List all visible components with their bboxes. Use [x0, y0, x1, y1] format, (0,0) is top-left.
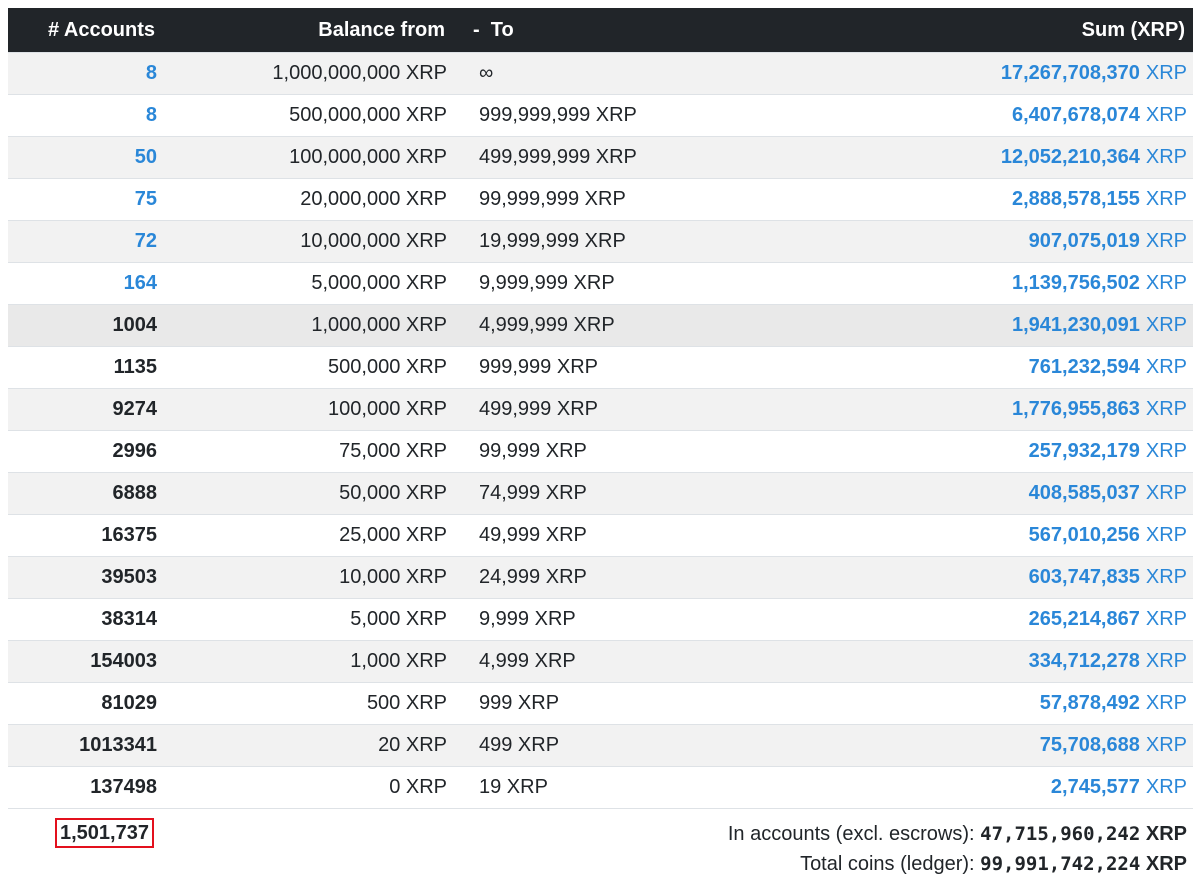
sum-amount-link[interactable]: 761,232,594 [1028, 356, 1140, 378]
table-row [8, 263, 1193, 305]
cell-accounts: 16375 [8, 515, 163, 557]
table-row [8, 767, 1193, 809]
cell-sum[interactable] [773, 389, 1193, 431]
cell-accounts: 39503 [8, 557, 163, 599]
cell-accounts[interactable]: 50 [8, 137, 163, 179]
cell-balance-from: 20 XRP [163, 725, 453, 767]
sum-unit[interactable]: XRP [1145, 482, 1187, 504]
cell-balance-to: 99,999,999 XRP [453, 179, 773, 221]
table-body [8, 53, 1193, 809]
sum-unit[interactable]: XRP [1145, 692, 1187, 714]
cell-sum[interactable] [773, 137, 1193, 179]
table-row [8, 389, 1193, 431]
in-accounts-value: 47,715,960,242 [980, 823, 1141, 845]
table-row [8, 305, 1193, 347]
cell-balance-to: 999,999 XRP [453, 347, 773, 389]
cell-balance-to: 49,999 XRP [453, 515, 773, 557]
cell-balance-from: 5,000 XRP [163, 599, 453, 641]
balance-distribution-table [8, 8, 1193, 808]
cell-balance-to: 999,999,999 XRP [453, 95, 773, 137]
cell-balance-to: 499,999,999 XRP [453, 137, 773, 179]
supply-summary [728, 819, 1187, 879]
table-footer [8, 808, 1193, 881]
cell-accounts: 1013341 [8, 725, 163, 767]
header-to [453, 8, 773, 53]
cell-sum[interactable] [773, 179, 1193, 221]
total-coins-label: Total coins (ledger): [800, 853, 975, 875]
sum-amount-link[interactable]: 12,052,210,364 [1000, 146, 1140, 168]
in-accounts-unit: XRP [1145, 823, 1187, 845]
sum-unit[interactable]: XRP [1145, 104, 1187, 126]
cell-balance-from: 75,000 XRP [163, 431, 453, 473]
table-row [8, 137, 1193, 179]
sum-unit[interactable]: XRP [1145, 398, 1187, 420]
sum-amount-link[interactable]: 17,267,708,370 [1000, 62, 1140, 84]
xrp-richlist-distribution [8, 8, 1193, 881]
cell-balance-to: 499,999 XRP [453, 389, 773, 431]
sum-unit[interactable]: XRP [1145, 566, 1187, 588]
cell-accounts: 2996 [8, 431, 163, 473]
cell-balance-to: 24,999 XRP [453, 557, 773, 599]
table-row [8, 683, 1193, 725]
sum-unit[interactable]: XRP [1145, 440, 1187, 462]
cell-sum[interactable] [773, 641, 1193, 683]
cell-accounts: 38314 [8, 599, 163, 641]
cell-balance-from: 50,000 XRP [163, 473, 453, 515]
table-row [8, 641, 1193, 683]
sum-amount-link[interactable]: 57,878,492 [1039, 692, 1140, 714]
sum-amount-link[interactable]: 265,214,867 [1028, 608, 1140, 630]
cell-sum[interactable] [773, 305, 1193, 347]
header-dash: - [473, 18, 480, 41]
table-row [8, 95, 1193, 137]
cell-balance-from: 100,000 XRP [163, 389, 453, 431]
cell-sum[interactable] [773, 53, 1193, 95]
sum-unit[interactable]: XRP [1145, 146, 1187, 168]
table-header [8, 8, 1193, 53]
sum-unit[interactable]: XRP [1145, 62, 1187, 84]
cell-balance-to: 4,999 XRP [453, 641, 773, 683]
cell-sum[interactable] [773, 95, 1193, 137]
header-sum: Sum (XRP) [773, 8, 1193, 53]
table-row [8, 431, 1193, 473]
cell-sum[interactable] [773, 767, 1193, 809]
sum-amount-link[interactable]: 603,747,835 [1028, 566, 1140, 588]
cell-balance-from: 500,000 XRP [163, 347, 453, 389]
cell-sum[interactable] [773, 599, 1193, 641]
cell-balance-from: 1,000 XRP [163, 641, 453, 683]
table-row [8, 557, 1193, 599]
table-row [8, 473, 1193, 515]
cell-sum[interactable] [773, 431, 1193, 473]
sum-unit[interactable]: XRP [1145, 230, 1187, 252]
total-coins-value: 99,991,742,224 [980, 853, 1141, 875]
header-accounts: # Accounts [8, 8, 163, 53]
sum-amount-link[interactable]: 6,407,678,074 [1011, 104, 1140, 126]
table-row [8, 515, 1193, 557]
table-row [8, 221, 1193, 263]
cell-accounts: 154003 [8, 641, 163, 683]
cell-sum[interactable] [773, 683, 1193, 725]
cell-accounts: 6888 [8, 473, 163, 515]
cell-balance-to: 99,999 XRP [453, 431, 773, 473]
cell-accounts[interactable]: 72 [8, 221, 163, 263]
sum-unit[interactable]: XRP [1145, 188, 1187, 210]
cell-accounts[interactable]: 8 [8, 95, 163, 137]
cell-balance-to: 19,999,999 XRP [453, 221, 773, 263]
sum-unit[interactable]: XRP [1145, 524, 1187, 546]
header-balance-from-label: Balance from [318, 18, 445, 41]
cell-balance-to: 999 XRP [453, 683, 773, 725]
cell-balance-to: 499 XRP [453, 725, 773, 767]
sum-unit[interactable]: XRP [1145, 356, 1187, 378]
sum-unit[interactable]: XRP [1145, 650, 1187, 672]
cell-balance-from: 0 XRP [163, 767, 453, 809]
sum-amount-link[interactable]: 75,708,688 [1039, 734, 1140, 756]
cell-sum[interactable] [773, 473, 1193, 515]
total-coins-line [728, 849, 1187, 879]
cell-balance-to: 4,999,999 XRP [453, 305, 773, 347]
sum-amount-link[interactable]: 567,010,256 [1028, 524, 1140, 546]
cell-balance-from: 10,000 XRP [163, 557, 453, 599]
cell-sum[interactable] [773, 725, 1193, 767]
cell-sum[interactable] [773, 557, 1193, 599]
cell-balance-to: 9,999,999 XRP [453, 263, 773, 305]
sum-amount-link[interactable]: 2,745,577 [1050, 776, 1140, 798]
cell-sum[interactable] [773, 515, 1193, 557]
sum-amount-link[interactable]: 1,941,230,091 [1011, 314, 1140, 336]
cell-balance-from: 25,000 XRP [163, 515, 453, 557]
cell-accounts: 1135 [8, 347, 163, 389]
sum-amount-link[interactable]: 257,932,179 [1028, 440, 1140, 462]
cell-accounts[interactable]: 8 [8, 53, 163, 95]
table-row [8, 347, 1193, 389]
sum-unit[interactable]: XRP [1145, 776, 1187, 798]
in-accounts-label: In accounts (excl. escrows): [727, 823, 975, 845]
cell-sum[interactable] [773, 221, 1193, 263]
table-row [8, 53, 1193, 95]
sum-unit[interactable]: XRP [1145, 734, 1187, 756]
table-row [8, 599, 1193, 641]
cell-sum[interactable] [773, 263, 1193, 305]
cell-balance-from: 1,000,000,000 XRP [163, 53, 453, 95]
cell-sum[interactable] [773, 347, 1193, 389]
header-balance-from [163, 8, 453, 53]
cell-balance-from: 500 XRP [163, 683, 453, 725]
sum-amount-link[interactable]: 2,888,578,155 [1011, 188, 1140, 210]
in-accounts-line [728, 819, 1187, 849]
cell-accounts: 9274 [8, 389, 163, 431]
cell-balance-to: 74,999 XRP [453, 473, 773, 515]
cell-balance-from: 1,000,000 XRP [163, 305, 453, 347]
total-accounts-highlight: 1,501,737 [55, 818, 154, 848]
header-to-label: To [490, 18, 514, 41]
sum-amount-link[interactable]: 907,075,019 [1028, 230, 1140, 252]
cell-balance-from: 100,000,000 XRP [163, 137, 453, 179]
cell-accounts: 1004 [8, 305, 163, 347]
cell-balance-to: 19 XRP [453, 767, 773, 809]
cell-accounts: 81029 [8, 683, 163, 725]
cell-balance-from: 500,000,000 XRP [163, 95, 453, 137]
cell-accounts[interactable]: 164 [8, 263, 163, 305]
sum-amount-link[interactable]: 334,712,278 [1028, 650, 1140, 672]
cell-balance-from: 5,000,000 XRP [163, 263, 453, 305]
sum-unit[interactable]: XRP [1145, 314, 1187, 336]
cell-balance-to: 9,999 XRP [453, 599, 773, 641]
cell-balance-from: 20,000,000 XRP [163, 179, 453, 221]
sum-unit[interactable]: XRP [1145, 608, 1187, 630]
total-coins-unit: XRP [1145, 853, 1187, 875]
sum-unit[interactable]: XRP [1145, 272, 1187, 294]
cell-balance-from: 10,000,000 XRP [163, 221, 453, 263]
cell-accounts[interactable]: 75 [8, 179, 163, 221]
cell-balance-to: ∞ [453, 53, 773, 95]
cell-accounts: 137498 [8, 767, 163, 809]
sum-amount-link[interactable]: 1,139,756,502 [1011, 272, 1140, 294]
sum-amount-link[interactable]: 408,585,037 [1028, 482, 1140, 504]
sum-amount-link[interactable]: 1,776,955,863 [1011, 398, 1140, 420]
table-row [8, 179, 1193, 221]
table-row [8, 725, 1193, 767]
